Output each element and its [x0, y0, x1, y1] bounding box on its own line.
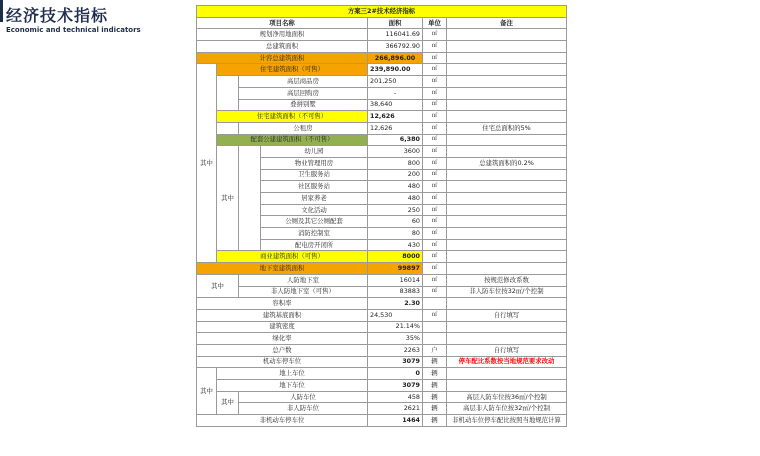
table-row: [197, 415, 567, 427]
row-unit: ㎡: [423, 87, 447, 99]
row-unit: 辆: [423, 368, 447, 380]
row-value: 21.14%: [368, 321, 423, 333]
table-header-row: [197, 17, 567, 29]
title-accent-bar: [0, 0, 3, 22]
row-label: 机动车停车位: [197, 356, 368, 368]
row-note: [447, 333, 567, 345]
row-unit: ㎡: [423, 64, 447, 76]
row-note: [447, 76, 567, 88]
row-label: 配电房开闭所: [261, 239, 368, 251]
row-note: [447, 251, 567, 263]
table-row: [197, 99, 567, 111]
table-row: [197, 29, 567, 41]
row-note: [447, 239, 567, 251]
group-label-qizhong: 其中: [197, 274, 239, 297]
row-note: 自行填写: [447, 309, 567, 321]
table-row: [197, 380, 567, 392]
row-value: 3079: [368, 356, 423, 368]
row-note: [447, 368, 567, 380]
row-value: 12,626: [368, 111, 423, 123]
sub-group-label-qizhong: 其中: [217, 391, 239, 414]
group-label-qizhong: 其中: [197, 368, 217, 415]
row-unit: ㎡: [423, 52, 447, 64]
row-value: 800: [368, 157, 423, 169]
row-note: [447, 41, 567, 53]
row-value: 250: [368, 204, 423, 216]
row-note: [447, 193, 567, 205]
table-row: [197, 274, 567, 286]
table-row: [197, 64, 567, 76]
row-note: [447, 134, 567, 146]
row-label: 住宅建筑面积（可售）: [217, 64, 368, 76]
row-value: 12,626: [368, 122, 423, 134]
row-note: 高层非人防车位按32㎡/个控制: [447, 403, 567, 415]
row-unit: 户: [423, 344, 447, 356]
row-value: 2621: [368, 403, 423, 415]
row-label: 总建筑面积: [197, 41, 368, 53]
row-note: 高层人防车位按36㎡/个控制: [447, 391, 567, 403]
row-unit: ㎡: [423, 122, 447, 134]
table-row: [197, 403, 567, 415]
row-label: 住宅建筑面积（不可售）: [217, 111, 368, 123]
row-value: 116041.69: [368, 29, 423, 41]
row-note: 停车配比系数按当地规范要求改动: [447, 356, 567, 368]
row-label: 配套公建建筑面积（不可售）: [217, 134, 368, 146]
row-note: 非人防车位按32㎡/个控制: [447, 286, 567, 298]
row-note: [447, 99, 567, 111]
row-value: 1464: [368, 415, 423, 427]
row-note: [447, 111, 567, 123]
row-value: 3600: [368, 146, 423, 158]
row-value: 80: [368, 228, 423, 240]
row-label: 居家养老: [261, 193, 368, 205]
row-label: 绿化率: [197, 333, 368, 345]
table-row: [197, 321, 567, 333]
row-value: 2.30: [368, 298, 423, 310]
row-unit: ㎡: [423, 309, 447, 321]
row-label: 高层回购房: [239, 87, 368, 99]
row-label: 物业管理用房: [261, 157, 368, 169]
row-unit: ㎡: [423, 216, 447, 228]
row-note: [447, 321, 567, 333]
row-unit: [423, 321, 447, 333]
row-label: 叠拼别墅: [239, 99, 368, 111]
row-note: [447, 263, 567, 275]
row-unit: [423, 298, 447, 310]
row-value: 3079: [368, 380, 423, 392]
row-note: [447, 228, 567, 240]
row-note: [447, 146, 567, 158]
row-value: 480: [368, 181, 423, 193]
table-row: [197, 87, 567, 99]
row-unit: [423, 333, 447, 345]
blank-cell: [239, 146, 261, 251]
row-label: 地下室建筑面积: [197, 263, 368, 275]
row-unit: ㎡: [423, 111, 447, 123]
row-value: 99897: [368, 263, 423, 275]
row-unit: ㎡: [423, 263, 447, 275]
row-value: 24,530: [368, 309, 423, 321]
row-label: 公租房: [239, 122, 368, 134]
table-row: [197, 52, 567, 64]
table-row: [197, 76, 567, 88]
row-unit: ㎡: [423, 251, 447, 263]
row-value: 2263: [368, 344, 423, 356]
row-label: 公厕及其它公厕配套: [261, 216, 368, 228]
table-row: [197, 368, 567, 380]
row-value: 430: [368, 239, 423, 251]
blank-cell: [217, 76, 239, 111]
table-row: [197, 286, 567, 298]
row-unit: ㎡: [423, 29, 447, 41]
row-unit: ㎡: [423, 146, 447, 158]
row-value: 239,890.00: [368, 64, 423, 76]
row-label: 卫生服务站: [261, 169, 368, 181]
row-label: 容积率: [197, 298, 368, 310]
table-row: [197, 356, 567, 368]
row-note: [447, 52, 567, 64]
blank-cell: [217, 122, 239, 134]
row-label: 文化活动: [261, 204, 368, 216]
row-label: 地上车位: [217, 368, 368, 380]
row-value: 35%: [368, 333, 423, 345]
row-label: 非人防车位: [239, 403, 368, 415]
row-note: [447, 380, 567, 392]
row-value: 8000: [368, 251, 423, 263]
row-label: 幼儿园: [261, 146, 368, 158]
header-note: 备注: [447, 17, 567, 29]
row-unit: ㎡: [423, 169, 447, 181]
row-label: 消防控制室: [261, 228, 368, 240]
header-unit: 单位: [423, 17, 447, 29]
row-value: 201,250: [368, 76, 423, 88]
row-label: 人防地下室: [239, 274, 368, 286]
row-value: 366792.90: [368, 41, 423, 53]
row-unit: ㎡: [423, 239, 447, 251]
row-value: 16014: [368, 274, 423, 286]
row-value: 60: [368, 216, 423, 228]
row-label: 地下车位: [217, 380, 368, 392]
header-item: 项目名称: [197, 17, 368, 29]
row-note: [447, 204, 567, 216]
table-row: [197, 122, 567, 134]
row-value: 480: [368, 193, 423, 205]
table-row: [197, 111, 567, 123]
row-note: [447, 64, 567, 76]
row-note: 按规范修改系数: [447, 274, 567, 286]
row-label: 非人防地下室（可售）: [239, 286, 368, 298]
row-label: 非机动车停车位: [197, 415, 368, 427]
table-row: [197, 251, 567, 263]
row-value: -: [368, 87, 423, 99]
page-title: 经济技术指标: [6, 6, 109, 25]
row-label: 建筑基底面积: [197, 309, 368, 321]
row-unit: ㎡: [423, 274, 447, 286]
row-unit: 辆: [423, 391, 447, 403]
table-row: [197, 309, 567, 321]
row-unit: ㎡: [423, 228, 447, 240]
row-label: 高层商品房: [239, 76, 368, 88]
row-unit: ㎡: [423, 99, 447, 111]
row-note: [447, 169, 567, 181]
row-value: 266,896.00: [368, 52, 423, 64]
table-title-row: [197, 6, 567, 18]
row-label: 建筑密度: [197, 321, 368, 333]
row-unit: 辆: [423, 415, 447, 427]
row-label: 人防车位: [239, 391, 368, 403]
row-label: 规划净用地面积: [197, 29, 368, 41]
row-value: 458: [368, 391, 423, 403]
row-note: [447, 87, 567, 99]
row-label: 社区服务站: [261, 181, 368, 193]
row-value: 83883: [368, 286, 423, 298]
row-unit: ㎡: [423, 181, 447, 193]
row-note: 总建筑面积的0.2%: [447, 157, 567, 169]
row-label: 计容总建筑面积: [197, 52, 368, 64]
row-unit: ㎡: [423, 41, 447, 53]
row-note: [447, 216, 567, 228]
sub-group-label-qizhong: 其中: [217, 146, 239, 251]
row-unit: ㎡: [423, 134, 447, 146]
table-row: [197, 41, 567, 53]
table-row: [197, 146, 567, 158]
indicator-table: [196, 5, 567, 427]
table-row: [197, 134, 567, 146]
row-unit: 辆: [423, 403, 447, 415]
table-row: [197, 298, 567, 310]
table-row: [197, 263, 567, 275]
row-unit: 辆: [423, 380, 447, 392]
row-note: [447, 181, 567, 193]
table-title: 方案三2#技术经济指标: [197, 6, 567, 18]
header-area: 面积: [368, 17, 423, 29]
row-note: 住宅总面积的5%: [447, 122, 567, 134]
row-note: 自行填写: [447, 344, 567, 356]
row-unit: ㎡: [423, 286, 447, 298]
row-unit: ㎡: [423, 157, 447, 169]
row-note: [447, 298, 567, 310]
group-label-qizhong: 其中: [197, 64, 217, 263]
row-unit: ㎡: [423, 204, 447, 216]
row-unit: ㎡: [423, 193, 447, 205]
row-value: 38,640: [368, 99, 423, 111]
page-subtitle: Economic and technical indicators: [6, 26, 141, 34]
row-note: 非机动车位停车配比按照当地规范计算: [447, 415, 567, 427]
row-unit: 辆: [423, 356, 447, 368]
table-row: [197, 391, 567, 403]
table-row: [197, 344, 567, 356]
row-value: 200: [368, 169, 423, 181]
row-value: 0: [368, 368, 423, 380]
row-note: [447, 29, 567, 41]
table-row: [197, 333, 567, 345]
row-unit: ㎡: [423, 76, 447, 88]
row-label: 商业建筑面积（可售）: [217, 251, 368, 263]
row-label: 总户数: [197, 344, 368, 356]
row-value: 6,380: [368, 134, 423, 146]
